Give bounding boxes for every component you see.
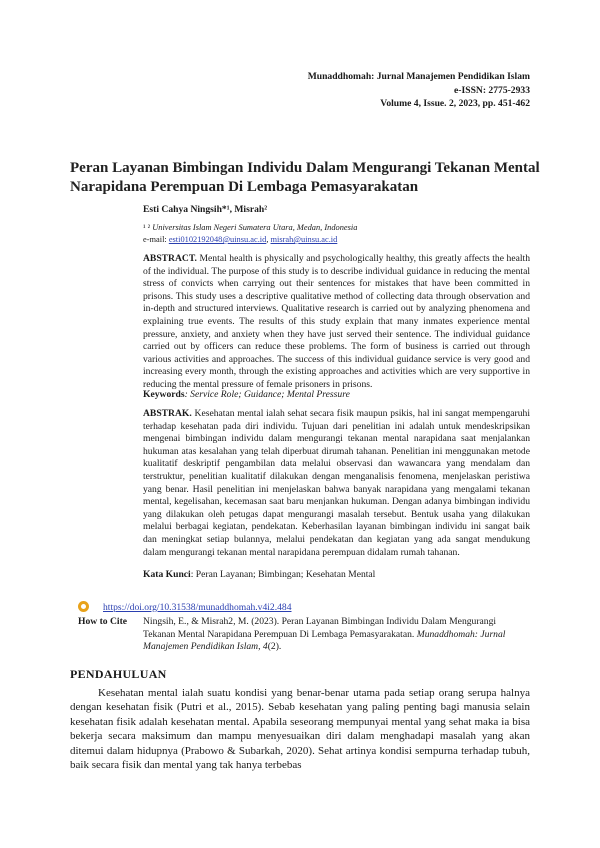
keywords-indonesian-text: : Peran Layanan; Bimbingan; Kesehatan Mental [190,569,376,580]
doi-link[interactable]: https://doi.org/10.31538/munaddhomah.v4i2.484 [103,602,292,613]
citation-journal: Munaddhomah: Jurnal Manajemen Pendidikan Islam, 4 [143,628,506,653]
keywords-indonesian [143,569,530,582]
citation-text [143,616,530,654]
paper-title: Peran Layanan Bimbingan Individu Dalam Mengurangi Tekanan Mental Narapidana Perempuan Di Lembaga Pemasyarakatan [70,160,540,195]
doi-row [78,601,292,613]
abstract-english-label: ABSTRACT. [143,253,197,264]
email-link-1[interactable]: esti0102192048@uinsu.ac.id [168,235,267,244]
email-line [143,234,357,246]
intro-paragraph: Kesehatan mental ialah suatu kondisi yang benar-benar utama pada setiap orang serupa halnya dengan kesehatan fisik (Putri et al., 2015). Sebab kesehatan yang paling penting bagi manusia selain kesehatan fisik adalah kesehatan mental. Apabila seseorang mempunyai mental yang sehat maka ia bisa bekerja secara maksimum dan mampu menyesuaikan diri dalam menghadapi masalah yang akan ditemui dalam hidupnya (Prabowo & Subarkah, 2020). Sehat artinya kondisi sempurna terhadap tubuh, baik secara fisik dan mental yang tak hanya terbebas [70,687,530,772]
keywords-english-text: : Service Role; Guidance; Mental Pressure [184,389,350,400]
doi-icon [78,601,89,612]
keywords-english [143,389,530,402]
citation-issue: (2). [267,641,282,653]
journal-issn: e-ISSN: 2775-2933 [454,84,530,96]
abstract-english [143,253,530,392]
affiliation-markers: ¹ ² [143,223,151,232]
email-link-2[interactable]: misrah@uinsu.ac.id [270,235,338,244]
how-to-cite-label: How to Cite [78,616,128,627]
citation-main: Ningsih, E., & Misrah2, M. (2023). Peran Layanan Bimbingan Individu Dalam Mengurangi Tekanan Mental Narapidana Perempuan Di Lembaga Pemasyarakatan. [143,616,497,640]
keywords-indonesian-label: Kata Kunci [143,569,191,580]
abstract-indonesian-text: Kesehatan mental ialah sehat secara fisik maupun psikis, hal ini sangat mempengaruhi terhadap kesehatan pada diri individu. Tujuan dari penelitian ini adalah untuk mendeskripsikan mengenai bimbingan individu dalam mengurangi tekanan mental narapidana saat menjalankan hukuman atas kesalahan yang telah diperbuat dirumah tahanan. Penelitian ini menggunakan metode kualitatif deskriptif pengambilan data melalui observasi dan wawancara yang mendalam dan terstruktur, penelitian kualitatif dilakukan dengan menganalisis fenomena, menjelaskan peristiwa yang benar. Hasil penelitian ini menjelaskan bahwa banyak narapidana yang mengalami tekanan mental, kegelisahan, kecemasan saat baru menjankan hukuman. Dengan adanya bimbingan individu yang dilakukan oleh petugas dapat mengurangi masalah tersebut. Bentuk usaha yang dilakukan melalui berbagai kegiatan, pendekatan. Keberhasilan layanan bimbingan individu ini sangat baik dan meningkat setiap bulannya, melalui pendekatan dan kegiatan yang ada sangat mendukung dalam mengurangi tekanan mental narapidana perempuan didalam rumah tahanan. [143,408,530,558]
email-separator: , [266,235,271,244]
journal-volume: Volume 4, Issue. 2, 2023, pp. 451-462 [380,98,530,109]
abstract-indonesian [143,408,530,559]
abstract-english-text: Mental health is physically and psychologically healthy, this greatly affects the health of the individual. The purpose of this study is to describe individual guidance in reducing the mental stress of convicts when carrying out their sentences for mistakes that have been committed in prisons. This study uses a descriptive qualitative method of collecting data through observation and in-depth and structured interviews. Qualitative research is carried out by analyzing phenomena and explaining true events. The results of this study explain that many inmates experience mental pressure, anxiety, and anxiety when they have just served their sentence. The individual guidance carried out by officers can reduce these problems. The form of business is carried out through various activities and approaches. The success of this individual guidance service is very good and increasing every month, through the existing approaches and activities which are very supportive in reducing the mental pressure of female prisoners in prisons. [143,253,530,390]
abstract-indonesian-label: ABSTRAK. [143,408,192,419]
affiliation [143,222,357,234]
section-heading: PENDAHULUAN [70,667,167,681]
affiliation-name: Universitas Islam Negeri Sumatera Utara, Medan, Indonesia [152,223,358,232]
affiliation-block [143,222,357,246]
keywords-english-label: Keywords [143,389,185,400]
paper-authors: Esti Cahya Ningsih*¹, Misrah² [143,204,268,215]
email-label: e-mail: [143,235,169,244]
journal-name: Munaddhomah: Jurnal Manajemen Pendidikan Islam [307,71,530,82]
journal-header [308,70,530,111]
